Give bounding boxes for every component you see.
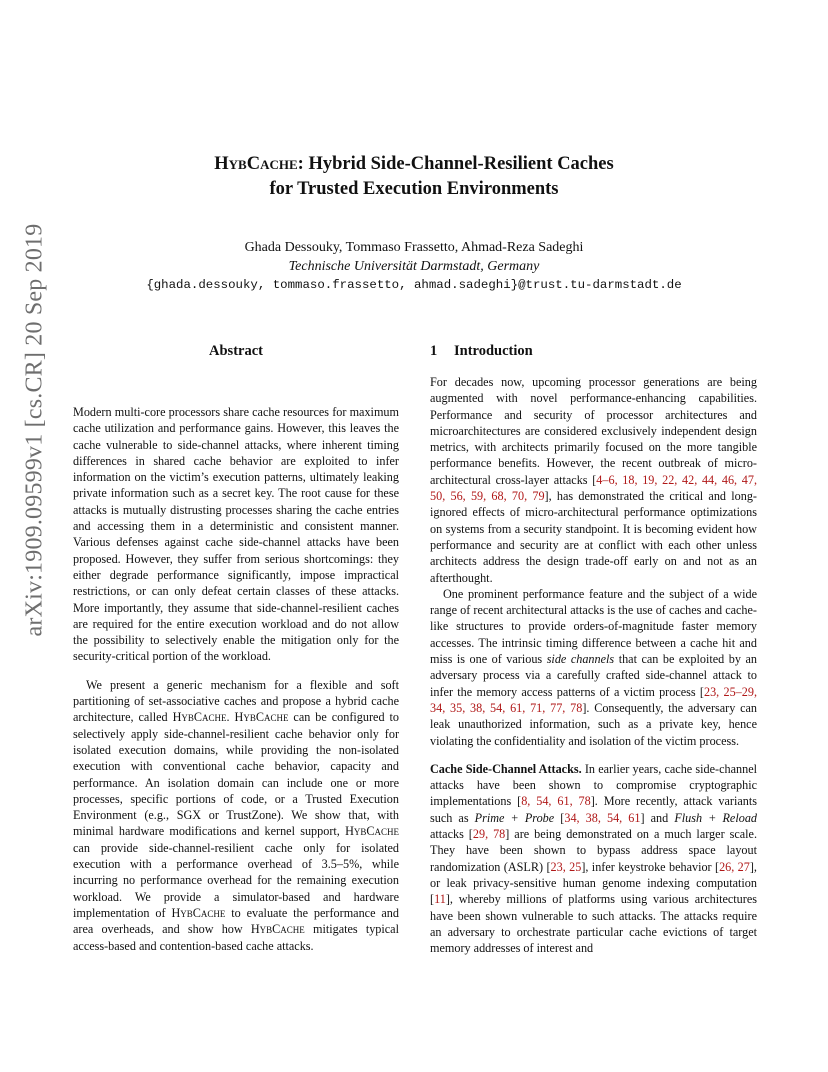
arxiv-identifier: arXiv:1909.09599v1 [cs.CR] 20 Sep 2019	[21, 223, 48, 637]
text-run: to evaluate the performance and area overheads, and show how	[73, 905, 399, 937]
abstract-paragraph-1: Modern multi-core processors share cache resources for maximum cache utilization and performance gains. However, this leaves the cache vulnerable to side-channel attacks, where inherent timing differences in shared cache behavior are exploited to infer information on the victim’s execution patterns, ultimately leaking private information such as a secret key. The root cause for these attacks is mutually distrusting processes sharing the cache entries and accessing them in a deterministic and consistent manner. Various defenses against cache side-channel attacks have been proposed. However, they suffer from serious shortcomings: they either degrade performance significantly, impose impractical restrictions, or can only defeat certain classes of these attacks. More importantly, they assume that side-channel-resilient caches are required for the entire execution workload and do not allow the possibility to selectively enable the mitigation only for the security-critical portion of the workload.	[73, 405, 399, 664]
text-run: ], infer keystroke behavior [	[581, 859, 720, 874]
introduction-heading	[430, 342, 533, 360]
emphasis: Flush + Reload	[674, 810, 758, 825]
text-run: ], or leak privacy-sensitive human genome indexing computation [	[430, 859, 757, 907]
abstract-body	[73, 404, 399, 954]
text-run: that can be exploited by an adversary process via a carefully crafted side-channel attack to infer the memory access patterns of a victim process [	[430, 652, 757, 699]
system-name: HybCache	[234, 710, 289, 725]
citation-link[interactable]: 29, 78	[472, 827, 506, 842]
text-run: [	[554, 810, 565, 825]
text-run: ], whereby millions of platforms using various architectures have been shown vulnerable to such attacks. The attacks require an adversary to orchestrate particular cache evictions of target memory addresses of interest and	[430, 892, 757, 956]
text-run: can be configured to selectively apply side-channel-resilient cache behavior only for isolated execution domains, while providing the non-isolated execution with conventional cache behavior, capacity and performance. An isolation domain can include one or more processes, specific portions of code, or a Trusted Execution Environment (e.g., SGX or TrustZone). We show that, with minimal hardware modifications and kernel support,	[73, 710, 400, 839]
intro-paragraph-1	[430, 374, 757, 586]
affiliation: Technische Universität Darmstadt, Germany	[288, 259, 540, 274]
text-run: ] and	[640, 810, 675, 825]
citation-link[interactable]: 23, 25	[550, 859, 582, 874]
abstract-paragraph-2	[73, 677, 399, 954]
citation-link[interactable]: 8, 54, 61, 78	[521, 794, 591, 809]
section-number: 1	[430, 343, 438, 359]
citation-link[interactable]: 23, 25–29, 34, 35, 38, 54, 61, 71, 77, 78	[430, 684, 758, 715]
intro-paragraph-2	[430, 586, 757, 749]
system-name: HybCache	[172, 710, 227, 725]
section-title: Introduction	[454, 343, 533, 359]
citation-link[interactable]: 11	[434, 892, 446, 907]
text-run: can provide side-channel-resilient cache only for isolated execution with a performance overhead of 3.5–5%, while incurring no performance overhead for the remaining execution workload. We provide a simulator-based and hardware implementation of	[73, 840, 399, 920]
text-run: For decades now, upcoming processor generations are being augmented with novel performance-enhancing capabilities. Performance and security of processor architectures and microarchitectures are considered exclusively independent design metrics, with architects primarily focused on the more tangible performance benefits. However, the recent outbreak of micro-architectural cross-layer attacks [	[430, 375, 757, 487]
text-run: One prominent performance feature and the subject of a wide range of recent architectural attacks is the use of caches and cache-like structures to provide orders-of-magnitude faster memory accesses. The intrinsic timing difference between a cache hit and miss is one of various	[430, 586, 757, 667]
intro-paragraph-3	[430, 761, 757, 957]
title-line-2: for Trusted Execution Environments	[269, 179, 559, 199]
text-run: ] are being demonstrated on a much larger scale. They have been shown to bypass address space layout randomization (ASLR) [	[430, 827, 757, 874]
text-run: ]. Consequently, the adversary can leak unauthorized information, such as a private key, hence violating the confidentiality and isolation of the victim process.	[430, 700, 757, 748]
emphasis: side channels	[546, 652, 615, 667]
text-run: attacks [	[430, 827, 473, 842]
introduction-body	[430, 374, 757, 956]
author-emails: {ghada.dessouky, tommaso.frassetto, ahmad.sadeghi}@trust.tu-darmstadt.de	[146, 278, 682, 292]
title-system-name: HybCache	[214, 154, 298, 174]
citation-link[interactable]: 4–6, 18, 19, 22, 42, 44, 46, 47, 50, 56, 59, 68, 70, 79	[430, 472, 758, 504]
run-in-heading: Cache Side-Channel Attacks.	[430, 761, 582, 776]
abstract-heading: Abstract	[209, 343, 263, 359]
text-run: .	[226, 710, 235, 725]
citation-link[interactable]: 26, 27	[719, 859, 750, 874]
text-run: We present a generic mechanism for a flexible and soft partitioning of set-associative caches and propose a hybrid cache architecture, called	[73, 677, 399, 725]
title-line-1	[0, 152, 828, 177]
paper-title	[0, 152, 828, 202]
text-run: ]. More recently, attack variants such as	[430, 794, 758, 825]
system-name: HybCache	[345, 824, 399, 839]
system-name: HybCache	[250, 922, 305, 937]
author-list: Ghada Dessouky, Tommaso Frassetto, Ahmad-Reza Sadeghi	[244, 240, 584, 255]
title-line-1-rest: : Hybrid Side-Channel-Resilient Caches	[297, 154, 614, 174]
emphasis: Prime + Probe	[474, 810, 555, 825]
text-run: mitigates typical access-based and contention-based cache attacks.	[73, 922, 399, 953]
text-run: In earlier years, cache side-channel attacks have been shown to compromise cryptographic implementations [	[430, 761, 757, 809]
system-name: HybCache	[171, 905, 226, 920]
citation-link[interactable]: 34, 38, 54, 61	[564, 810, 641, 825]
text-run: ], has demonstrated the critical and long-ignored effects of micro-architectural performance optimizations on systems from a security standpoint. It is becoming evident how performance and security are at conflict with each other unless architects address the design trade-off early on and not as an afterthought.	[430, 489, 757, 585]
